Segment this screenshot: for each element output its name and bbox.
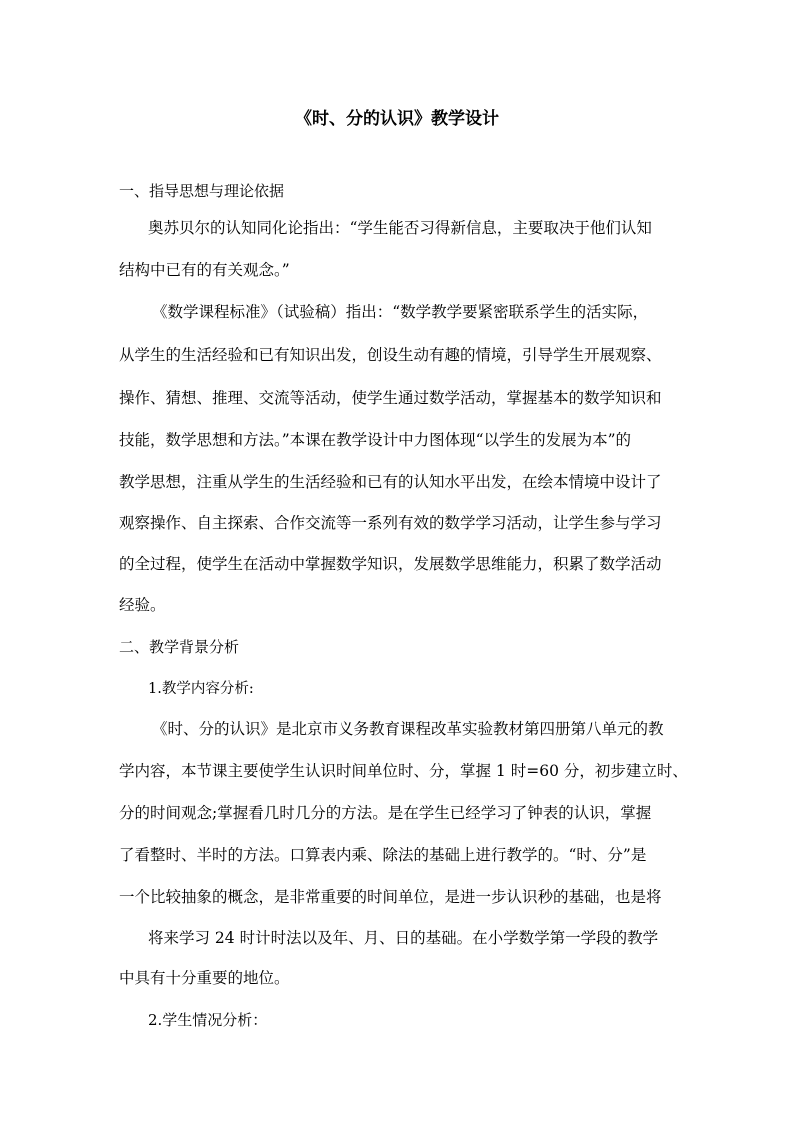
document-title: 《时、分的认识》教学设计 bbox=[295, 109, 499, 129]
paragraph-line: 一个比较抽象的概念，是非常重要的时间单位，是进一步认识秒的基础，也是将 bbox=[119, 888, 662, 906]
paragraph-line: 经验。 bbox=[119, 596, 166, 614]
paragraph-line: 从学生的生活经验和已有知识出发，创设生动有趣的情境，引导学生开展观察、 bbox=[119, 346, 662, 364]
section-heading-background: 二、教学背景分析 bbox=[119, 638, 240, 656]
paragraph-line: 教学思想，注重从学生的生活经验和已有的认知水平出发，在绘本情境中设计了 bbox=[119, 473, 662, 491]
paragraph-line: 技能，数学思想和方法。”本课在教学设计中力图体现“以学生的发展为本”的 bbox=[119, 431, 632, 449]
paragraph-line: 将来学习 24 时计时法以及年、月、日的基础。在小学数学第一学段的教学 bbox=[148, 929, 659, 947]
paragraph-line: 结构中已有的有关观念。” bbox=[119, 261, 290, 279]
section-heading-guiding-theory: 一、指导思想与理论依据 bbox=[119, 182, 285, 200]
paragraph-line: 观察操作、自主探索、合作交流等一系列有效的数学学习活动，让学生参与学习 bbox=[119, 514, 662, 532]
paragraph-line: 操作、猜想、推理、交流等活动，使学生通过数学活动，掌握基本的数学知识和 bbox=[119, 389, 662, 407]
subsection-heading-content: 1.教学内容分析: bbox=[148, 681, 254, 697]
paragraph-line: 《时、分的认识》是北京市义务教育课程改革实验教材第四册第八单元的教 bbox=[152, 720, 664, 738]
paragraph-line: 学内容，本节课主要使学生认识时间单位时、分，掌握 1 时=60 分，初步建立时、 bbox=[119, 762, 688, 780]
paragraph-line: 的全过程，使学生在活动中掌握数学知识，发展数学思维能力，积累了数学活动 bbox=[119, 555, 662, 573]
subsection-heading-students: 2.学生情况分析： bbox=[148, 1011, 268, 1029]
paragraph-line: 中具有十分重要的地位。 bbox=[119, 969, 290, 987]
paragraph-line: 《数学课程标准》（试验稿）指出：“数学教学要紧密联系学生的活实际， bbox=[152, 303, 649, 321]
paragraph-line: 分的时间观念;掌握看几时几分的方法。是在学生已经学习了钟表的认识，掌握 bbox=[119, 804, 652, 822]
paragraph-line: 奥苏贝尔的认知同化论指出：“学生能否习得新信息，主要取决于他们认知 bbox=[148, 219, 652, 237]
paragraph-line: 了看整时、半时的方法。口算表内乘、除法的基础上进行教学的。“时、分”是 bbox=[119, 846, 647, 864]
